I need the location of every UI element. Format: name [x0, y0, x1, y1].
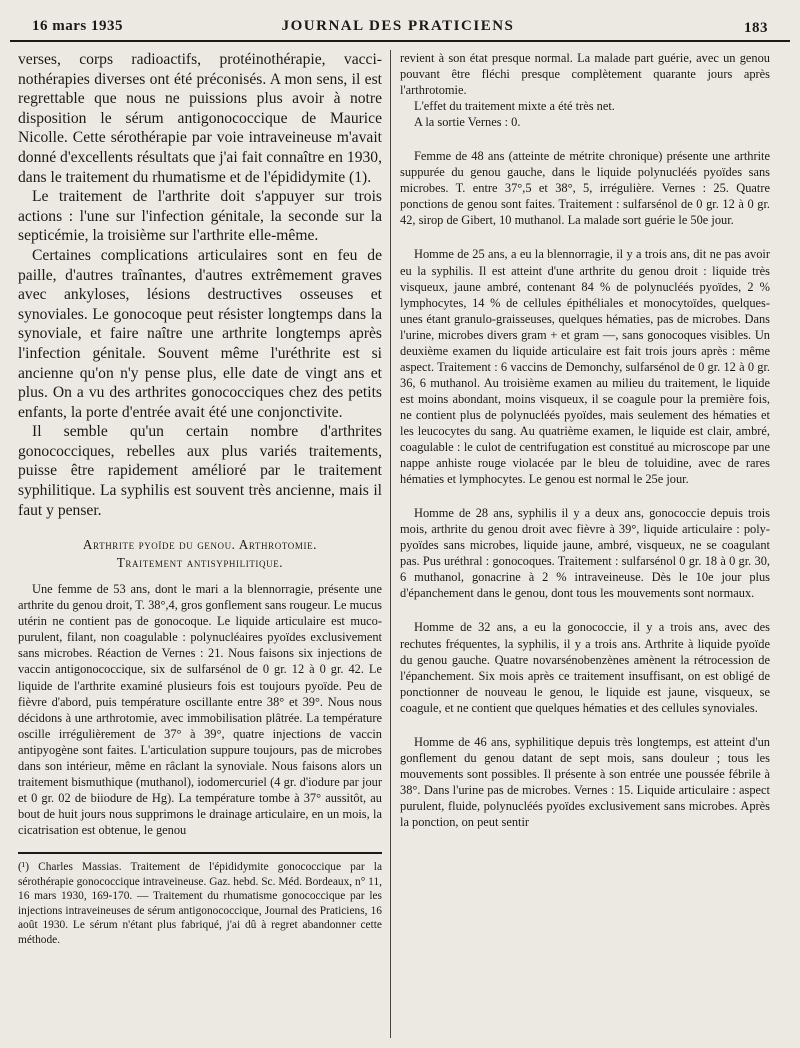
treatment-paragraph: Le traitement de l'arthrite doit s'appuyer sur trois actions : l'une sur l'infection génitale, la seconde sur la septicémie, la troisième sur l'arthrite elle-même.	[18, 188, 382, 245]
section-heading	[18, 536, 382, 571]
case-5-paragraph: Homme de 32 ans, a eu la gonococcie, il y a trois ans, avec des rechutes fréquentes, la syphilis, il y a trois ans. Arthrite à liquide pyoïde du genou gauche. Quatre novarsénobenzènes amènent la rétrocession de l'épanchement. Six mois après ce traitement insuffisant, on est obligé de ponctionner de nouveau le genou, le liquide est jaune, visqueux, se coagule, et ne contient que quelques hématies et des cellules synoviales.	[400, 620, 770, 715]
case-4-paragraph: Homme de 28 ans, syphilis il y a deux ans, gonococcie depuis trois mois, arthrite du genou droit avec fièvre à 39°, liquide articulaire : poly-pyoïdes sans microbes, liquide jaune, ambré, visqueux, ne se coagulant pas. Pus uréthral : gonocoques. Traitement : sulfarsénol 0 gr. 18 à 0 gr. 30, 6 muthanol, gonacrine à 2 % intraveineuse. Dès le 10e jour plus d'épanchement dans le genou, dont tous les mouvements sont normaux.	[400, 506, 770, 601]
footnote-rule	[18, 852, 382, 854]
section-heading-line-1: Arthrite pyoïde du genou. Arthrotomie.	[82, 537, 318, 553]
syphilis-paragraph: Il semble qu'un certain nombre d'arthrites gonococciques, rebelles aux plus variés traitements, puisse être rapidement amélioré par le traitement syphilitique. La syphilis est souvent très ancienne, mais il faut y penser.	[18, 423, 382, 519]
two-column-body	[18, 50, 786, 1038]
case-6-paragraph: Homme de 46 ans, syphilitique depuis très longtemps, est atteint d'un gonflement du genou datant de sept mois, sans douleur ; tous les mouvements sont possibles. Il présente à son entrée une poussée fébrile à 38°. Dans l'urine pas de microbes. Vernes : 15. Liquide articulaire : aspect purulent, fluide, polynucléés pyoïdes exclusivement sans microbes. Après la ponction, on peut sentir	[400, 734, 770, 829]
footnote: (¹) Charles Massias. Traitement de l'épididymite gonococcique par la sérothérapie gonococcique intraveineuse. Gaz. hebd. Sc. Méd. Bordeaux, n° 11, 16 mars 1930, 169-170. — Traitement du rhumatisme gonococcique par les injections intraveineuses de sérum antigonococcique, Journal des Praticiens, 16 août 1930. Le sérum n'étant plus fabriqué, j'ai dû à regret abandonner cette méthode.	[18, 861, 382, 946]
running-header	[20, 14, 776, 36]
intro-paragraph: verses, corps radioactifs, protéinothérapie, vaccinothérapies diverses ont été préconisés. A mon sens, il est regrettable que nous ne puissions plus avoir à notre disposition le sérum antigonococcique de Maurice Nicolle. Cette sérothérapie par voie intraveineuse m'avait donné d'excellents résultats que j'ai fait connaître en 1930, dans le traitement du rhumatisme et de l'épididymite (1).	[18, 51, 382, 186]
case-1-continuation: revient à son état presque normal. La malade part guérie, avec un genou pouvant être fléchi presque complètement quarante jours après l'arthrotomie.	[400, 51, 770, 98]
spacer	[400, 228, 770, 246]
left-column	[18, 50, 382, 1038]
exit-line: A la sortie Vernes : 0.	[414, 115, 521, 130]
column-divider	[390, 50, 391, 1038]
spacer	[400, 130, 770, 148]
case-1-paragraph: Une femme de 53 ans, dont le mari a la blennorragie, présente une arthrite du genou droit, T. 38°,4, gros gonflement sans rougeur. Le mucus utérin ne contient pas de gonocoque. Le liquide articulaire est muco-purulent, filant, non coagulable : polynucléaires pyoïdes exclusivement sans microbes. Réaction de Vernes : 21. Nous faisons six injections de vaccin antigonococcique, six de sulfarsénol de 0 gr. 12 à 0 gr. 42. Le liquide de l'arthrite examiné plusieurs fois est toujours pyoïde. Peu de fièvre d'abord, puis température oscillante entre 38° et 39°. Nous nous décidons à une arthrotomie, avec immobilisation plâtrée. La température oscille irrégulièrement de 37° à 39°, quatre injections de vaccin antipyogène sont faites. L'articulation suppure toujours, pas de microbes dans son intérieur, même en râclant la synoviale. Nous faisons alors un traitement bismuthique (muthanol), iodomercuriel (4 gr. d'iodure par jour et 0 gr. 02 de biiodure de Hg). La température tombe à 37° aussitôt, au bout de huit jours nous supprimons le drainage articulaire, en un mois, la cicatrisation est obtenue, le genou	[18, 582, 382, 837]
complications-paragraph: Certaines complications articulaires sont en feu de paille, d'autres traînantes, d'autres extrêmement graves avec ankyloses, lésions destructives osseuses et synoviales. Le gonocoque peut résister longtemps dans la synoviale, et faire naître une arthrite longtemps après l'infection génitale. Souvent même l'uréthrite est si ancienne qu'on n'y pense plus, elle date de vingt ans et plus. On a vu des arthrites gonococciques chez des petits enfants, la porte d'entrée avait été une conjonctivite.	[18, 246, 382, 421]
effect-line: L'effet du traitement mixte a été très net.	[414, 99, 615, 114]
section-heading-line-2: Traitement antisyphilitique.	[116, 554, 284, 570]
spacer	[400, 716, 770, 734]
header-date: 16 mars 1935	[32, 18, 123, 34]
page-number: 183	[744, 20, 768, 36]
case-3-paragraph: Homme de 25 ans, a eu la blennorragie, il y a trois ans, dit ne pas avoir eu la syphilis. Il est atteint d'une arthrite du genou droit : liquide très visqueux, jaune ambré, contenant 84 % de polynucléés pyoïdes, 2 % lymphocytes, 14 % de cellules épithéliales et monocytoïdes, quelques-unes étant granulo-graisseuses, quelques hématies, pas de microbes. Dans l'urine, microbes divers gram + et gram —, sans gonocoques visibles. Un deuxième examen du liquide articulaire est fait trois jours après : même aspect. Traitement : 6 vaccins de Demonchy, sulfarsénol de 0 gr. 12 à 0 gr. 36, 6 muthanol. Au troisième examen au milieu du traitement, le liquide est moins abondant, moins visqueux, il se coagule pour la première fois, ne contient plus de polynucléés pyoïdes, mais seulement des hématies et les leucocytes du sang. Au quatrième examen, le liquide est clair, ambré, coagulable : le culot de centrifugation est constitué au microscope par une nappe anhiste rouge violacée par le bleu de toluidine, avec de rares hématies et lymphocytes. Le genou est normal le 25e jour.	[400, 247, 770, 487]
case-2-paragraph: Femme de 48 ans (atteinte de métrite chronique) présente une arthrite suppurée du genou gauche, dans le liquide polynucléés pyoïdes sans microbes. T. entre 37°,5 et 38°, 5, irrégulière. Vernes : 25. Quatre ponctions de genou sont faites. Traitement : sulfarsénol de 0 gr. 12 à 0 gr. 42, sirop de Gibert, 10 muthanol. La malade sort guérie le 50e jour.	[400, 149, 770, 228]
header-rule	[10, 40, 790, 42]
header-journal-title: JOURNAL DES PRATICIENS	[281, 18, 515, 34]
spacer	[400, 601, 770, 619]
right-column	[400, 50, 770, 1038]
spacer	[400, 487, 770, 505]
